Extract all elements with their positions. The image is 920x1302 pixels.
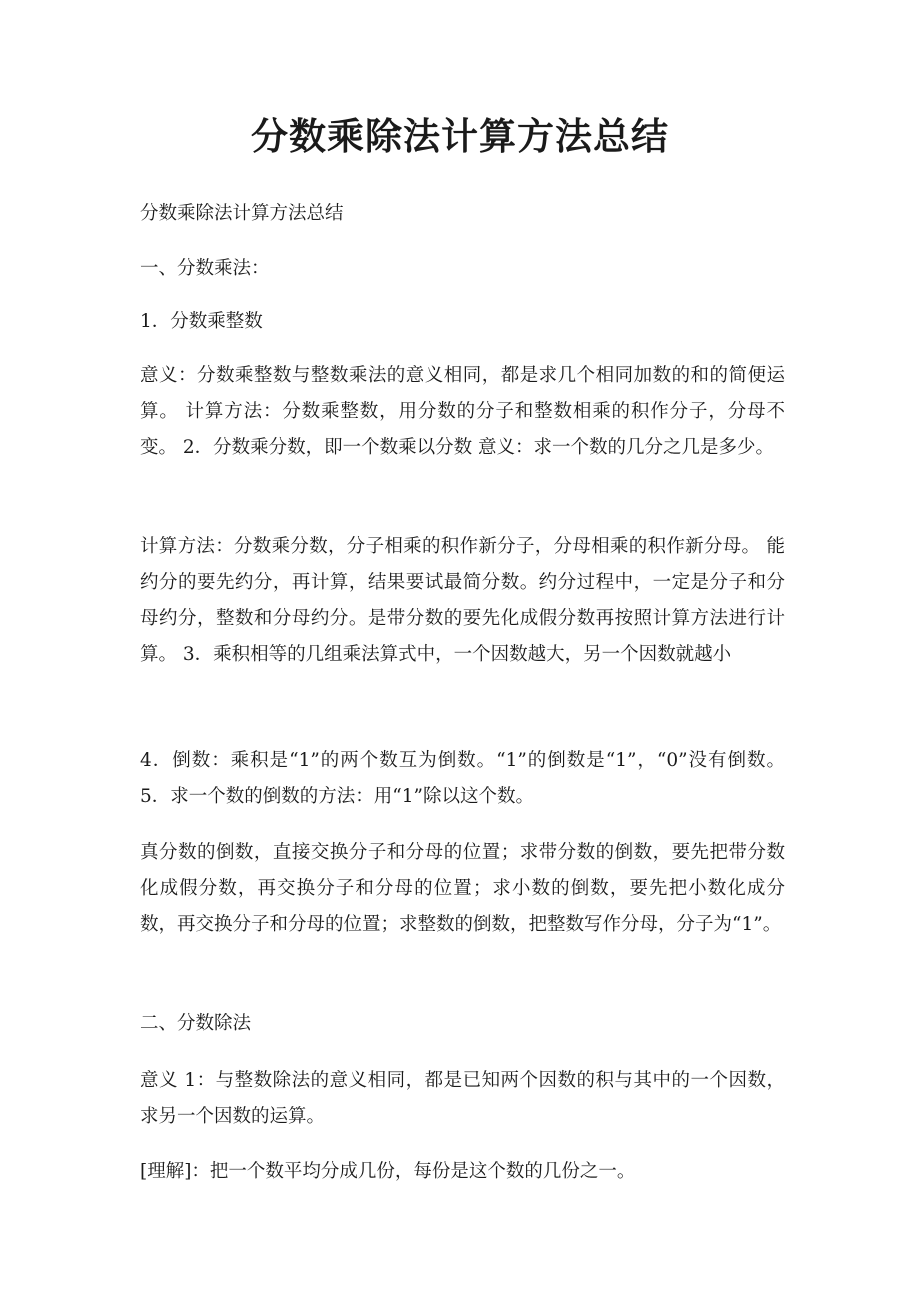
paragraph-understanding: [理解]：把一个数平均分成几份，每份是这个数的几份之一。 [140, 1161, 636, 1182]
paragraph-section-1-heading: 一、分数乘法： [140, 258, 270, 279]
document-title: 分数乘除法计算方法总结 [251, 114, 669, 158]
paragraph-reciprocal-method: 真分数的倒数，直接交换分子和分母的位置；求带分数的倒数，要先把带分数化成假分数，再交换分子和分母的位置；求小数的倒数，要先把小数化成分数，再交换分子和分母的位置；求整数的倒数，把整数写作分母，分子为“1”。 [140, 842, 785, 935]
paragraph-reciprocal: 4．倒数：乘积是“1”的两个数互为倒数。“1”的倒数是“1”，“0”没有倒数。 5．求一个数的倒数的方法：用“1”除以这个数。 [140, 750, 785, 807]
paragraph-multiply-integer: 意义：分数乘整数与整数乘法的意义相同，都是求几个相同加数的和的简便运算。 计算方法：分数乘整数，用分数的分子和整数相乘的积作分子，分母不变。 2．分数乘分数，即一个数乘以分数 意义：求一个数的几分之几是多少。 [140, 365, 785, 458]
paragraph-multiply-fraction-method: 计算方法：分数乘分数，分子相乘的积作新分子，分母相乘的积作新分母。 能约分的要先约分，再计算，结果要试最简分数。约分过程中，一定是分子和分母约分，整数和分母约分。是带分数的要先化成假分数再按照计算方法进行计算。 3．乘积相等的几组乘法算式中，一个因数越大，另一个因数就越小 [140, 536, 785, 665]
paragraph-item-1-heading: 1．分数乘整数 [140, 311, 263, 332]
paragraph-division-meaning: 意义 1：与整数除法的意义相同，都是已知两个因数的积与其中的一个因数，求另一个因数的运算。 [140, 1070, 785, 1127]
paragraph-section-2-heading: 二、分数除法 [140, 1013, 252, 1034]
paragraph-subtitle: 分数乘除法计算方法总结 [140, 203, 344, 224]
